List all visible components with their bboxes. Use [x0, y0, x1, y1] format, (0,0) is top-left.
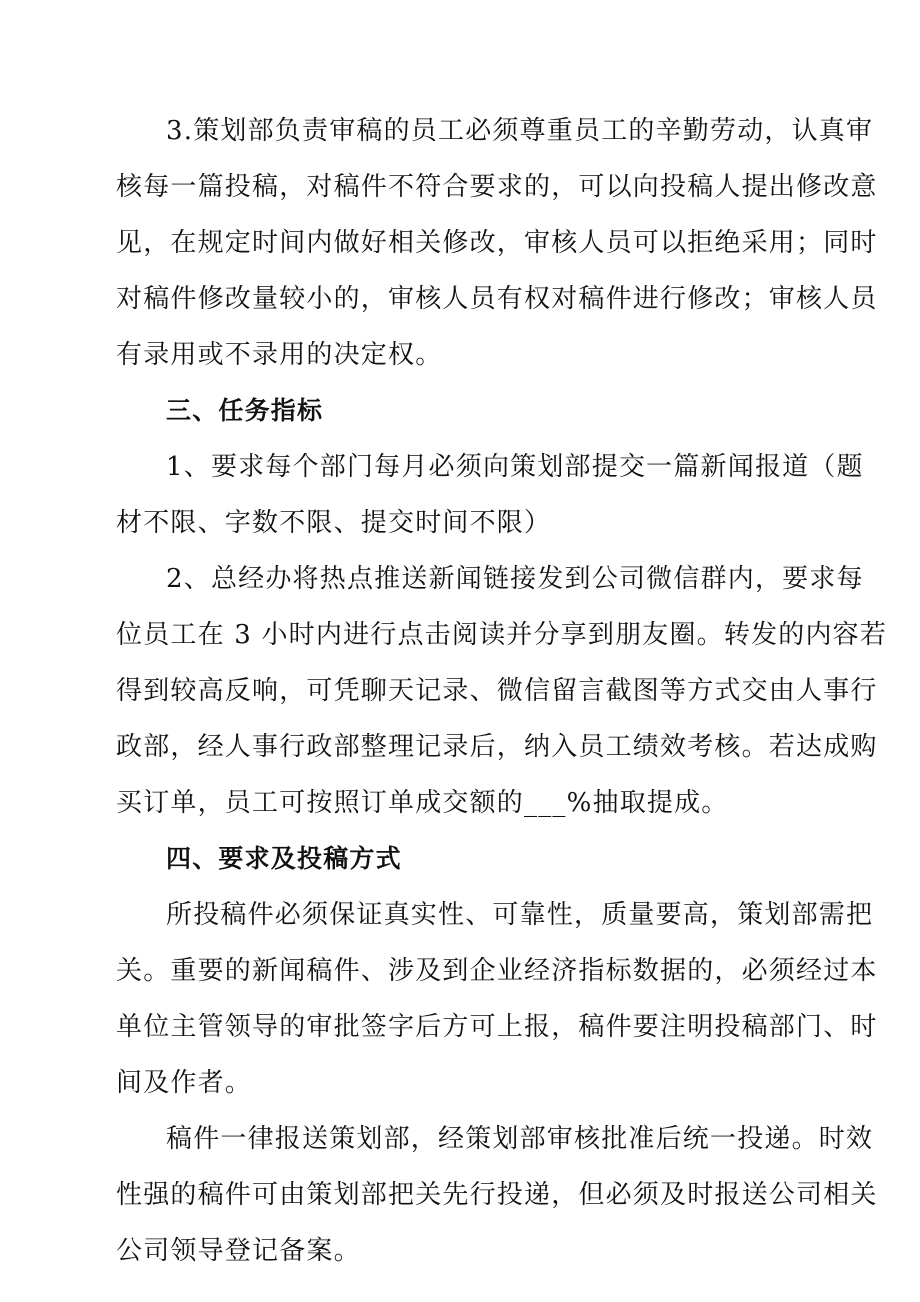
paragraph-line: 位员工在 3 小时内进行点击阅读并分享到朋友圈。转发的内容若	[116, 620, 888, 650]
paragraph-line: 对稿件修改量较小的，审核人员有权对稿件进行修改；审核人员	[116, 284, 878, 314]
paragraph-line: 见，在规定时间内做好相关修改，审核人员可以拒绝采用；同时	[116, 228, 878, 258]
paragraph-line: 间及作者。	[116, 1068, 253, 1098]
paragraph-line: 单位主管领导的审批签字后方可上报，稿件要注明投稿部门、时	[116, 1012, 878, 1042]
paragraph-line: 2、总经办将热点推送新闻链接发到公司微信群内，要求每	[166, 564, 864, 594]
paragraph-line: 买订单，员工可按照订单成交额的___%抽取提成。	[116, 788, 729, 818]
paragraph-line: 公司领导登记备案。	[116, 1236, 361, 1266]
paragraph-line: 得到较高反响，可凭聊天记录、微信留言截图等方式交由人事行	[116, 676, 878, 706]
paragraph-line: 3.策划部负责审稿的员工必须尊重员工的辛勤劳动，认真审	[166, 116, 874, 146]
paragraph-line: 有录用或不录用的决定权。	[116, 340, 443, 370]
paragraph-line: 政部，经人事行政部整理记录后，纳入员工绩效考核。若达成购	[116, 732, 878, 762]
paragraph-line: 所投稿件必须保证真实性、可靠性，质量要高，策划部需把	[166, 900, 874, 930]
paragraph-line: 稿件一律报送策划部，经策划部审核批准后统一投递。时效	[166, 1124, 874, 1154]
section-heading: 三、任务指标	[166, 396, 324, 425]
paragraph-line: 1、要求每个部门每月必须向策划部提交一篇新闻报道（题	[166, 452, 864, 482]
paragraph-line: 关。重要的新闻稿件、涉及到企业经济指标数据的，必须经过本	[116, 956, 878, 986]
paragraph-line: 核每一篇投稿，对稿件不符合要求的，可以向投稿人提出修改意	[116, 172, 878, 202]
section-heading: 四、要求及投稿方式	[166, 844, 402, 873]
paragraph-line: 性强的稿件可由策划部把关先行投递，但必须及时报送公司相关	[116, 1180, 878, 1210]
paragraph-line: 材不限、字数不限、提交时间不限）	[116, 508, 552, 538]
